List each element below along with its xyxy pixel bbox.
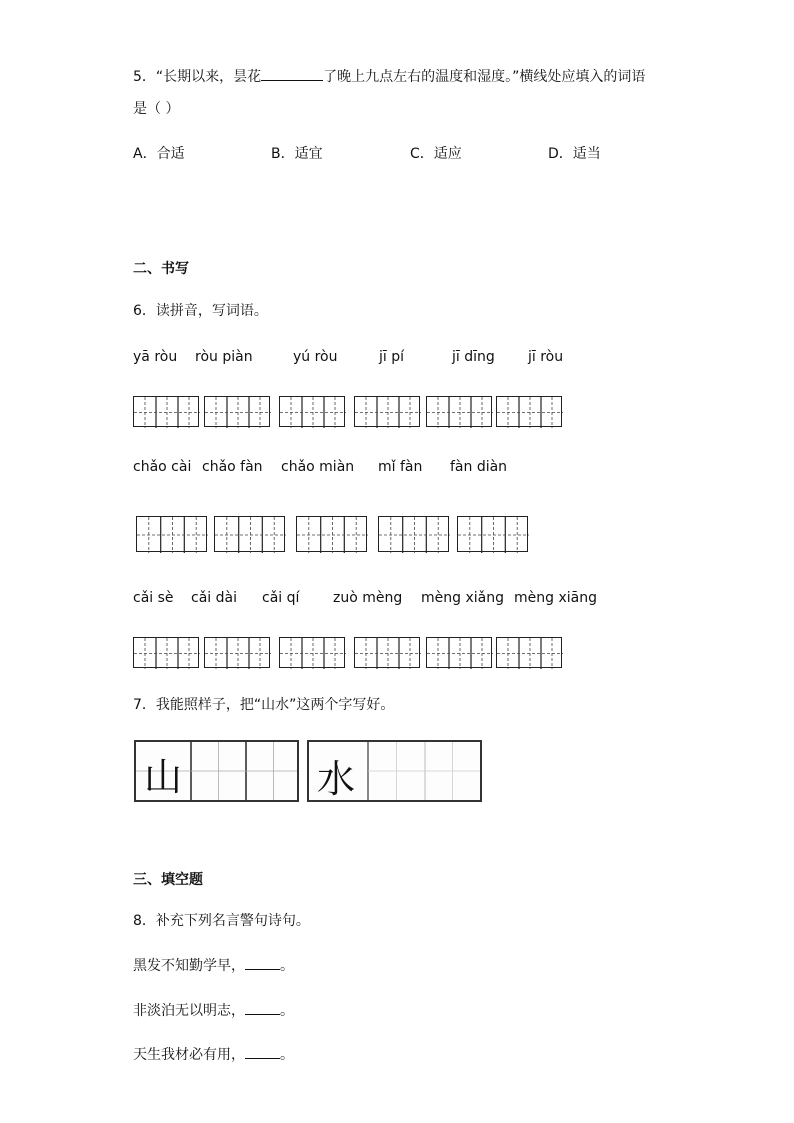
pinyin-label: cǎi qí xyxy=(262,590,300,606)
sample-grid-shui[interactable] xyxy=(307,740,482,802)
word-writing-box[interactable] xyxy=(354,396,420,427)
q8-answer-blank[interactable] xyxy=(245,1058,280,1059)
word-writing-box[interactable] xyxy=(204,396,270,427)
pinyin-label: chǎo fàn xyxy=(202,459,263,475)
word-writing-box[interactable] xyxy=(204,637,270,668)
q8-line-text: 非淡泊无以明志， xyxy=(133,1003,245,1019)
pinyin-label: jī dīng xyxy=(452,349,495,365)
word-writing-box[interactable] xyxy=(457,516,528,552)
word-writing-box[interactable] xyxy=(426,637,492,668)
q8-answer-blank[interactable] xyxy=(245,969,280,970)
word-writing-box[interactable] xyxy=(136,516,207,552)
q5-line1 xyxy=(133,66,645,86)
pinyin-label: zuò mèng xyxy=(333,590,403,606)
q8-line-3 xyxy=(133,1044,294,1064)
q8-line-text: 黑发不知勤学早， xyxy=(133,958,245,974)
pinyin-label: chǎo miàn xyxy=(281,459,355,475)
word-writing-box[interactable] xyxy=(133,396,199,427)
pinyin-label: mèng xiāng xyxy=(514,590,597,606)
q8-prompt: 8．补充下列名言警句诗句。 xyxy=(133,913,310,929)
sample-character-shui: 水 xyxy=(317,757,356,801)
q5-option-d[interactable]: D．适当 xyxy=(548,146,601,162)
word-writing-box[interactable] xyxy=(354,637,420,668)
q8-answer-blank[interactable] xyxy=(245,1014,280,1015)
q7-prompt: 7．我能照样子，把“山水”这两个字写好。 xyxy=(133,697,395,713)
word-writing-box[interactable] xyxy=(296,516,367,552)
q8-line-text: 天生我材必有用， xyxy=(133,1047,245,1063)
section-title-writing: 二、书写 xyxy=(133,261,189,277)
word-writing-box[interactable] xyxy=(133,637,199,668)
q8-line-end: 。 xyxy=(280,958,294,974)
q6-prompt: 6．读拼音，写词语。 xyxy=(133,303,268,319)
section-title-fill-blank: 三、填空题 xyxy=(133,872,203,888)
pinyin-label: mǐ fàn xyxy=(378,459,423,475)
pinyin-label: cǎi sè xyxy=(133,590,174,606)
sample-character-shan: 山 xyxy=(144,755,183,799)
word-writing-box[interactable] xyxy=(496,637,562,668)
q5-option-a[interactable]: A．合适 xyxy=(133,146,185,162)
q5-line2: 是（ ） xyxy=(133,101,180,117)
pinyin-label: jī pí xyxy=(379,349,405,365)
pinyin-label: cǎi dài xyxy=(191,590,237,606)
q8-line-1 xyxy=(133,955,294,975)
q5-answer-blank[interactable] xyxy=(261,80,323,81)
pinyin-label: chǎo cài xyxy=(133,459,192,475)
word-writing-box[interactable] xyxy=(279,637,345,668)
q8-line-end: 。 xyxy=(280,1047,294,1063)
pinyin-label: mèng xiǎng xyxy=(421,590,504,606)
pinyin-label: ròu piàn xyxy=(195,349,253,365)
word-writing-box[interactable] xyxy=(378,516,449,552)
pinyin-label: fàn diàn xyxy=(450,459,508,475)
q5-text-after-blank: 了晚上九点左右的温度和湿度。”横线处应填入的词语 xyxy=(323,69,646,85)
pinyin-label: yā ròu xyxy=(133,349,178,365)
word-writing-box[interactable] xyxy=(214,516,285,552)
word-writing-box[interactable] xyxy=(279,396,345,427)
q8-line-2 xyxy=(133,1000,294,1020)
word-writing-box[interactable] xyxy=(496,396,562,427)
q5-option-b[interactable]: B．适宜 xyxy=(271,146,323,162)
word-writing-box[interactable] xyxy=(426,396,492,427)
sample-grid-shan[interactable] xyxy=(134,740,299,802)
q8-line-end: 。 xyxy=(280,1003,294,1019)
pinyin-label: jī ròu xyxy=(528,349,564,365)
pinyin-label: yú ròu xyxy=(293,349,338,365)
q5-option-c[interactable]: C．适应 xyxy=(410,146,462,162)
q5-text-before-blank: 5．“长期以来，昙花 xyxy=(133,69,262,85)
